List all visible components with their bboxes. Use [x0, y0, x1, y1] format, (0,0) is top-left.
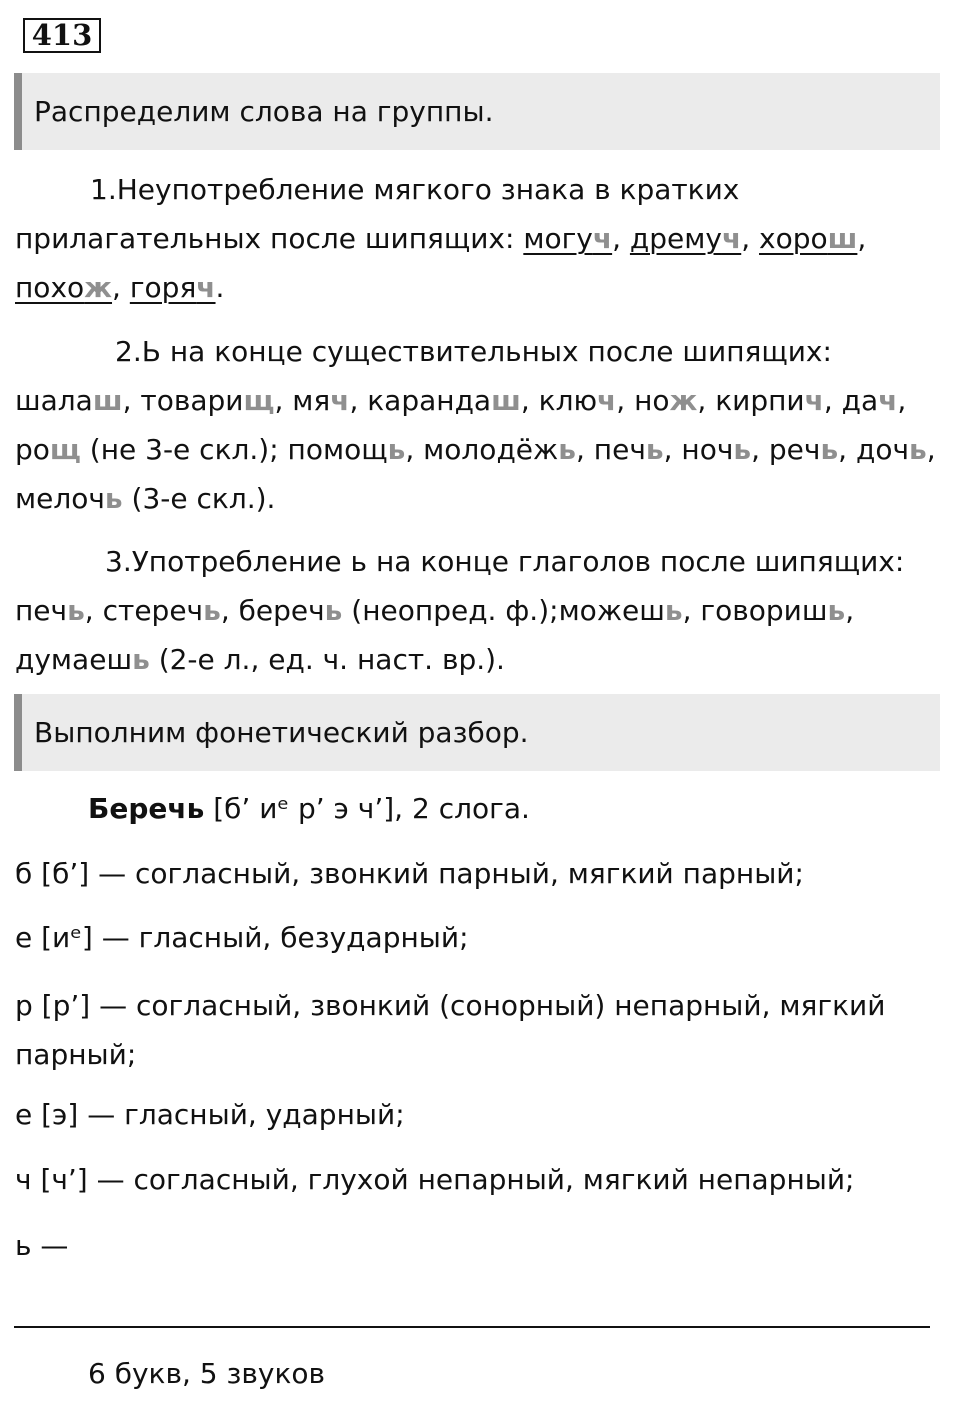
- example-word: [700, 594, 845, 627]
- word-stem: но: [634, 384, 670, 417]
- word-stem: думаеш: [15, 643, 133, 676]
- word-ending-highlight: ш: [827, 222, 858, 255]
- group-2-words-b: помощь, молодёжь, печь, ночь, речь, дочь, мелочь: [15, 433, 936, 515]
- word-ending-highlight: ь: [132, 643, 150, 676]
- group-1-paragraph: 1.Неупотребление мягкого знака в кратких прилагательных после шипящих: могуч, дремуч, хорош, похож, горяч.: [15, 173, 867, 304]
- word-stem: реч: [768, 433, 821, 466]
- word-ending-highlight: ч: [597, 384, 617, 417]
- word-ending-highlight: ь: [67, 594, 85, 627]
- word-ending-highlight: ь: [827, 594, 846, 627]
- word-ending-highlight: ч: [878, 384, 898, 417]
- word-stem: печ: [15, 594, 68, 627]
- word-stem: могу: [523, 222, 593, 255]
- word-stem: стереч: [102, 594, 204, 627]
- word-stem: каранда: [367, 384, 492, 417]
- word-stem: горя: [129, 271, 197, 304]
- word-ending-highlight: ж: [669, 384, 698, 417]
- word-stem: товари: [140, 384, 244, 417]
- example-word: [288, 433, 406, 466]
- word-ending-highlight: ч: [196, 271, 216, 304]
- word-ending-highlight: ь: [324, 594, 343, 627]
- group-3-text: 3.Употребление ь на конце глаголов после шипящих:: [105, 545, 905, 578]
- word-stem: похо: [15, 271, 85, 304]
- exercise-number: 413: [23, 18, 101, 53]
- group-3-words-b: можешь, говоришь, думаешь: [15, 594, 855, 676]
- word-ending-highlight: ч: [804, 384, 824, 417]
- word-ending-highlight: ь: [645, 433, 664, 466]
- example-word: [759, 222, 857, 255]
- word-stem: шала: [15, 384, 93, 417]
- section-heading-groups: Распределим слова на группы.: [14, 73, 940, 150]
- example-word: [239, 594, 343, 627]
- word-ending-highlight: ь: [909, 433, 927, 466]
- example-word: [559, 594, 683, 627]
- letter-line-4: е [э] — гласный, ударный;: [15, 1098, 405, 1131]
- word-stem: да: [841, 384, 879, 417]
- word-stem: береч: [238, 594, 325, 627]
- word-stem: мя: [292, 384, 331, 417]
- word-ending-highlight: ь: [558, 433, 576, 466]
- group-3-words-a: печь, стеречь, беречь: [15, 594, 343, 627]
- word-stem: ро: [15, 433, 50, 466]
- word-stem: помощ: [287, 433, 388, 466]
- example-word: [367, 384, 521, 417]
- word-stem: дрему: [629, 222, 722, 255]
- letter-line-3: р [р’] — согласный, звонкий (сонорный) непарный, мягкий парный;: [15, 989, 886, 1071]
- example-word: [842, 384, 898, 417]
- word-stem: мелоч: [15, 482, 105, 515]
- section-heading-phonetic: Выполним фонетический разбор.: [14, 694, 940, 771]
- group-2-words-a: шалаш, товарищ, мяч, карандаш, ключ, нож, кирпич, дач, рощ: [15, 384, 907, 466]
- word-ending-highlight: ь: [820, 433, 839, 466]
- example-word: [423, 433, 576, 466]
- word-ending-highlight: ч: [592, 222, 613, 255]
- group-3-paragraph: [15, 537, 945, 684]
- word-ending-highlight: ш: [491, 384, 521, 417]
- word-stem: можеш: [558, 594, 665, 627]
- word-stem: печ: [593, 433, 646, 466]
- word-ending-highlight: щ: [49, 433, 81, 466]
- example-word: [539, 384, 617, 417]
- word-stem: говориш: [700, 594, 828, 627]
- example-word: [681, 433, 751, 466]
- letter-line-2: е [иᵉ] — гласный, безударный;: [15, 921, 469, 954]
- example-word: [130, 271, 216, 304]
- transcription: [б’ иᵉ р’ э ч’], 2 слога.: [213, 792, 530, 825]
- group-3-note-b: (2-е л., ед. ч. наст. вр.).: [158, 643, 505, 676]
- word-ending-highlight: ч: [330, 384, 350, 417]
- example-word: [140, 384, 274, 417]
- word-ending-highlight: ч: [721, 222, 742, 255]
- word-stem: молодёж: [423, 433, 559, 466]
- phonetic-head-line: [88, 792, 530, 825]
- word-ending-highlight: ь: [104, 482, 123, 515]
- word-ending-highlight: ж: [84, 271, 113, 304]
- word-stem: кирпи: [715, 384, 805, 417]
- word-ending-highlight: ь: [664, 594, 683, 627]
- word-ending-highlight: ь: [387, 433, 406, 466]
- group-2-text: 2.Ь на конце существительных после шипящих:: [115, 335, 832, 368]
- example-word: [103, 594, 221, 627]
- group-2-note-b: (3-е скл.).: [131, 482, 276, 515]
- group-1-words: могуч, дремуч, хорош, похож, горяч: [15, 222, 867, 304]
- word-ending-highlight: ш: [92, 384, 123, 417]
- example-word: [15, 271, 112, 304]
- example-word: [634, 384, 697, 417]
- word-ending-highlight: щ: [243, 384, 275, 417]
- word-stem: ноч: [681, 433, 734, 466]
- word-stem: доч: [855, 433, 910, 466]
- example-word: [15, 384, 123, 417]
- example-word: [15, 482, 123, 515]
- example-word: [15, 594, 85, 627]
- letter-line-6: ь —: [15, 1229, 69, 1262]
- summary: 6 букв, 5 звуков: [88, 1357, 325, 1390]
- example-word: [523, 222, 612, 255]
- word-ending-highlight: ь: [733, 433, 752, 466]
- letter-line-1: б [б’] — согласный, звонкий парный, мягкий парный;: [15, 857, 804, 890]
- example-word: [769, 433, 838, 466]
- example-word: [715, 384, 824, 417]
- word-stem: клю: [538, 384, 598, 417]
- example-word: [856, 433, 927, 466]
- word-stem: хоро: [759, 222, 828, 255]
- analysed-word: Беречь: [88, 792, 205, 825]
- example-word: [630, 222, 741, 255]
- word-ending-highlight: ь: [203, 594, 221, 627]
- example-word: [15, 433, 81, 466]
- example-word: [594, 433, 664, 466]
- group-2-note-a: (не 3-е скл.);: [89, 433, 279, 466]
- group-3-note-a: (неопред. ф.);: [351, 594, 559, 627]
- group-1-text: 1.Неупотребление мягкого знака в кратких прилагательных после шипящих:: [15, 173, 740, 255]
- letter-line-5: ч [ч’] — согласный, глухой непарный, мягкий непарный;: [15, 1163, 855, 1196]
- group-2-paragraph: [15, 327, 945, 523]
- example-word: [292, 384, 349, 417]
- divider-line: [14, 1326, 930, 1328]
- example-word: [15, 643, 150, 676]
